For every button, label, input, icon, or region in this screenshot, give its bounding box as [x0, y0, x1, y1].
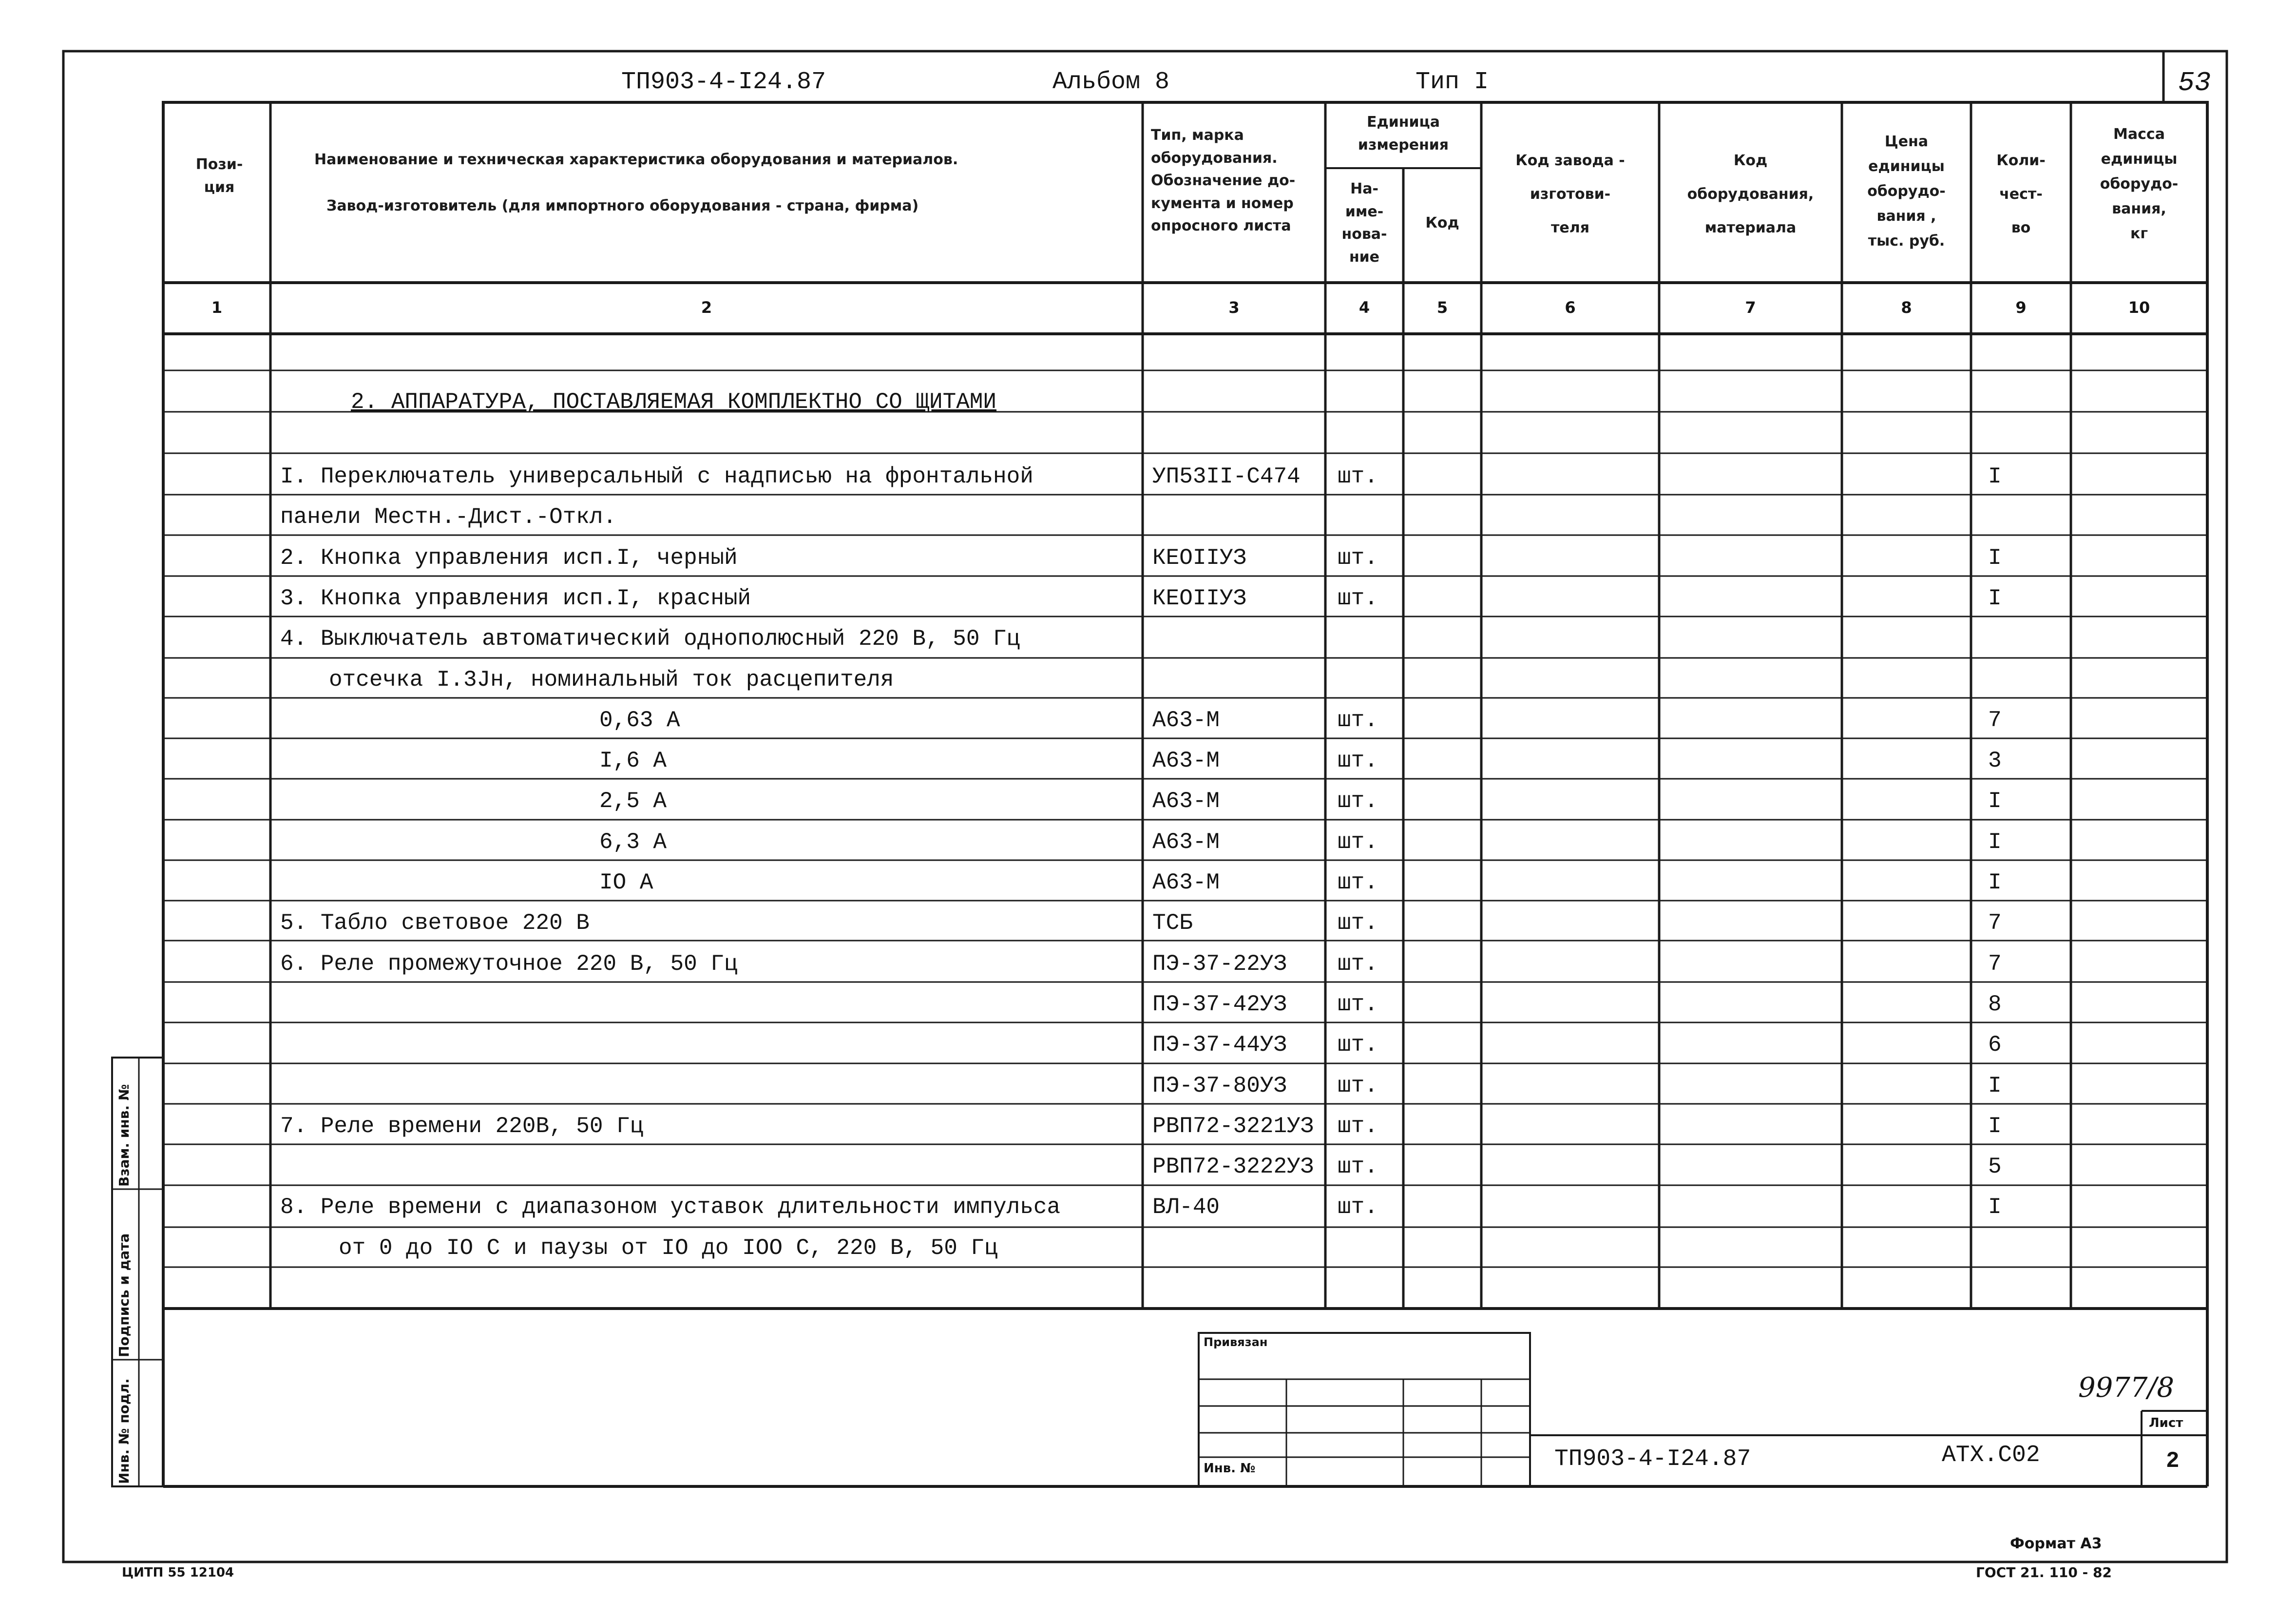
- colnum-9: 9: [2015, 298, 2027, 317]
- row-type-mark: ПЭ-37-80УЗ: [1152, 1073, 1287, 1098]
- row-type-mark: КЕОIIУЗ: [1152, 545, 1247, 571]
- row-name: I. Переключатель универсальный с надписью на фронтальной: [280, 464, 1033, 489]
- side-label-vzam: Взам. инв. №: [116, 1084, 132, 1187]
- row-unit: шт.: [1338, 708, 1378, 733]
- colnum-10: 10: [2128, 298, 2150, 317]
- row-type-mark: РВП72-3222УЗ: [1152, 1154, 1314, 1179]
- row-name: IO А: [599, 870, 653, 895]
- row-type-mark: А63-М: [1152, 789, 1220, 814]
- row-type-mark: ТСБ: [1152, 910, 1193, 936]
- header-unit-name: На- име- нова- ние: [1341, 180, 1387, 266]
- row-type-mark: КЕОIIУЗ: [1152, 586, 1247, 611]
- row-type-mark: УП53II-С474: [1152, 464, 1301, 489]
- row-unit: шт.: [1338, 829, 1378, 855]
- header-unit-code: Код: [1425, 214, 1459, 231]
- row-name: 8. Реле времени с диапазоном уставок длительности импульса: [280, 1194, 1061, 1220]
- row-quantity: I: [1988, 545, 2002, 571]
- row-quantity: I: [1988, 789, 2002, 814]
- row-type-mark: ПЭ-37-44УЗ: [1152, 1032, 1287, 1058]
- row-unit: шт.: [1338, 748, 1378, 773]
- row-type-mark: А63-М: [1152, 708, 1220, 733]
- row-name: отсечка I.3Jн, номинальный ток расцепителя: [329, 667, 894, 693]
- row-quantity: 6: [1988, 1032, 2002, 1058]
- row-quantity: I: [1988, 586, 2002, 611]
- header-position: Пози- ция: [195, 156, 243, 196]
- colnum-7: 7: [1745, 298, 1756, 317]
- stamp-inv-no: Инв. №: [1204, 1461, 1256, 1476]
- row-quantity: I: [1988, 1073, 2002, 1098]
- colnum-6: 6: [1565, 298, 1576, 317]
- row-unit: шт.: [1338, 1114, 1378, 1139]
- album-label: Альбом 8: [1052, 68, 1170, 96]
- header-type-mark: Тип, марка оборудования. Обозначение до- кумента и номер опросного листа: [1151, 127, 1296, 234]
- stamp-sheet-number: 2: [2166, 1448, 2180, 1474]
- colnum-5: 5: [1436, 298, 1448, 317]
- footer-left: ЦИТП 55 12104: [122, 1565, 234, 1580]
- row-unit: шт.: [1338, 1073, 1378, 1098]
- row-quantity: 8: [1988, 992, 2002, 1017]
- row-type-mark: А63-М: [1152, 829, 1220, 855]
- row-type-mark: ПЭ-37-22УЗ: [1152, 951, 1287, 977]
- row-quantity: 3: [1988, 748, 2002, 773]
- row-unit: шт.: [1338, 870, 1378, 895]
- row-name: панели Местн.-Дист.-Откл.: [280, 504, 617, 530]
- row-quantity: 5: [1988, 1154, 2002, 1179]
- header-factory-code: Код завода - изготови- теля: [1515, 152, 1625, 236]
- row-type-mark: РВП72-3221УЗ: [1152, 1114, 1314, 1139]
- page-number: 53: [2178, 67, 2211, 98]
- row-type-mark: ВЛ-40: [1152, 1194, 1220, 1220]
- colnum-3: 3: [1228, 298, 1240, 317]
- row-quantity: 7: [1988, 910, 2002, 936]
- colnum-1: 1: [211, 298, 223, 317]
- row-name: 7. Реле времени 220В, 50 Гц: [280, 1114, 644, 1139]
- row-unit: шт.: [1338, 789, 1378, 814]
- doc-code-top: ТП903-4-I24.87: [621, 68, 826, 96]
- row-unit: шт.: [1338, 464, 1378, 489]
- row-quantity: I: [1988, 870, 2002, 895]
- row-type-mark: А63-М: [1152, 870, 1220, 895]
- row-name: 2,5 А: [599, 789, 667, 814]
- row-unit: шт.: [1338, 586, 1378, 611]
- row-name: 4. Выключатель автоматический однополюсный 220 В, 50 Гц: [280, 626, 1020, 652]
- header-name-line2: Завод-изготовитель (для импортного оборудования - страна, фирма): [326, 197, 919, 214]
- header-name-line1: Наименование и техническая характеристика оборудования и материалов.: [314, 151, 958, 168]
- row-name: 2. Кнопка управления исп.I, черный: [280, 545, 738, 571]
- row-unit: шт.: [1338, 545, 1378, 571]
- colnum-4: 4: [1358, 298, 1370, 317]
- row-unit: шт.: [1338, 992, 1378, 1017]
- stamp-mark: АТХ.С02: [1942, 1442, 2040, 1468]
- header-unit-group: Единица измерения: [1358, 114, 1449, 154]
- stamp-sheet-label: Лист: [2149, 1416, 2183, 1430]
- header-equipment-code: Код оборудования, материала: [1687, 152, 1814, 236]
- colnum-2: 2: [701, 298, 712, 317]
- colnum-8: 8: [1901, 298, 1912, 317]
- row-unit: шт.: [1338, 951, 1378, 977]
- footer-format: Формат А3: [2010, 1535, 2102, 1552]
- section-title: 2. АППАРАТУРА, ПОСТАВЛЯЕМАЯ КОМПЛЕКТНО СО ЩИТАМИ: [351, 389, 997, 415]
- type-label: Тип I: [1416, 68, 1489, 96]
- handwritten-number: 9977/8: [2078, 1372, 2175, 1404]
- row-type-mark: А63-М: [1152, 748, 1220, 773]
- row-quantity: I: [1988, 464, 2002, 489]
- row-unit: шт.: [1338, 910, 1378, 936]
- row-name: от 0 до IO С и паузы от IO до IOO С, 220 В, 50 Гц: [339, 1235, 998, 1261]
- row-name: 0,63 А: [599, 708, 680, 733]
- side-label-podpis: Подпись и дата: [116, 1233, 132, 1357]
- row-quantity: I: [1988, 1114, 2002, 1139]
- row-quantity: 7: [1988, 708, 2002, 733]
- row-unit: шт.: [1338, 1154, 1378, 1179]
- row-quantity: I: [1988, 1194, 2002, 1220]
- row-unit: шт.: [1338, 1032, 1378, 1058]
- side-label-inv-podl: Инв. № подл.: [116, 1378, 132, 1484]
- header-quantity: Коли- чест- во: [1996, 152, 2046, 236]
- header-mass: Масса единицы оборудо- вания, кг: [2100, 126, 2179, 242]
- row-name: 3. Кнопка управления исп.I, красный: [280, 586, 751, 611]
- row-name: 6,3 А: [599, 829, 667, 855]
- row-quantity: 7: [1988, 951, 2002, 977]
- row-name: 6. Реле промежуточное 220 В, 50 Гц: [280, 951, 738, 977]
- row-name: 5. Табло световое 220 В: [280, 910, 590, 936]
- stamp-doc-code: ТП903-4-I24.87: [1554, 1446, 1751, 1472]
- page-border: [63, 51, 2227, 1562]
- row-name: I,6 А: [599, 748, 667, 773]
- header-price: Цена единицы оборудо- вания , тыс. руб.: [1867, 133, 1946, 250]
- row-quantity: I: [1988, 829, 2002, 855]
- footer-gost: ГОСТ 21. 110 - 82: [1976, 1564, 2112, 1580]
- row-type-mark: ПЭ-37-42УЗ: [1152, 992, 1287, 1017]
- stamp-privyazan: Привязан: [1204, 1335, 1268, 1349]
- row-unit: шт.: [1338, 1194, 1378, 1220]
